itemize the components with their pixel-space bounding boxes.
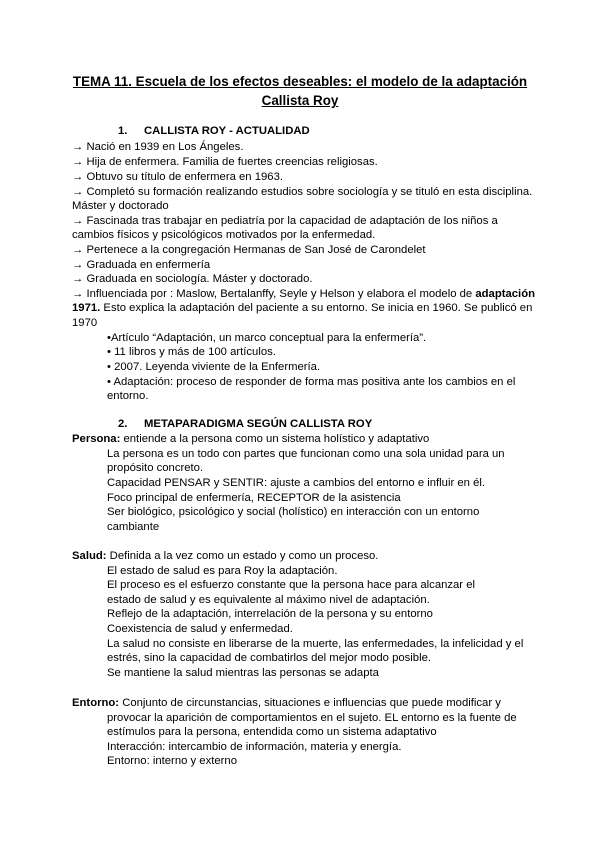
section-1-heading-text: CALLISTA ROY - ACTUALIDAD: [144, 125, 310, 137]
arrow-icon: →: [72, 259, 84, 271]
salud-line: El proceso es el esfuerzo constante que la persona hace para alcanzar el: [107, 579, 476, 591]
list-item: → Fascinada tras trabajar en pediatría por la capacidad de adaptación de los niños a: [72, 215, 498, 227]
persona-intro: Persona: entiende a la persona como un sistema holístico y adaptativo: [72, 433, 430, 445]
salud-line: Reflejo de la adaptación, interrelación de la persona y su entorno: [107, 608, 433, 620]
persona-line: La persona es un todo con partes que funcionan como una sola unidad para un: [107, 448, 505, 460]
document-title: [60, 72, 540, 110]
bullet-item: • 2007. Leyenda viviente de la Enfermería.: [107, 361, 321, 373]
persona-line: Foco principal de enfermería, RECEPTOR de la asistencia: [107, 492, 401, 504]
bullet-item: • Adaptación: proceso de responder de forma mas positiva ante los cambios en el: [107, 376, 516, 388]
list-item: → Graduada en enfermería: [72, 259, 211, 271]
bullet-icon: •: [107, 376, 111, 388]
salud-line: El estado de salud es para Roy la adaptación.: [107, 565, 338, 577]
arrow-icon: →: [72, 288, 84, 300]
arrow-icon: →: [72, 156, 84, 168]
entorno-line: Interacción: intercambio de información, materia y energía.: [107, 741, 402, 753]
salud-line: Se mantiene la salud mientras las personas se adapta: [107, 667, 379, 679]
list-item: → Nació en 1939 en Los Ángeles.: [72, 141, 244, 153]
title-line-1: TEMA 11. Escuela de los efectos deseables: el modelo de la adaptación: [72, 74, 528, 89]
bullet-icon: •: [107, 332, 111, 344]
section-2-number: 2.: [118, 418, 128, 430]
list-item-continuation: 1970: [72, 317, 98, 329]
bullet-item-continuation: entorno.: [107, 390, 149, 402]
arrow-icon: →: [72, 244, 84, 256]
persona-label: Persona:: [72, 433, 121, 445]
list-item: → Completó su formación realizando estudios sobre sociología y se tituló en esta disciplina.: [72, 186, 533, 198]
arrow-icon: →: [72, 171, 84, 183]
entorno-line: Entorno: interno y externo: [107, 755, 237, 767]
section-1-heading: [118, 124, 310, 138]
list-item: → Obtuvo su título de enfermera en 1963.: [72, 171, 284, 183]
title-line-2: Callista Roy: [261, 93, 339, 108]
salud-intro: Salud: Definida a la vez como un estado y como un proceso.: [72, 550, 379, 562]
salud-line: estado de salud y es equivalente al máximo nivel de adaptación.: [107, 594, 430, 606]
bullet-item: • 11 libros y más de 100 artículos.: [107, 346, 276, 358]
bold-term: adaptación: [475, 288, 535, 300]
persona-line: Capacidad PENSAR y SENTIR: ajuste a cambios del entorno e influir en él.: [107, 477, 486, 489]
bullet-item: •Artículo “Adaptación, un marco conceptual para la enfermería”.: [107, 332, 427, 344]
list-item: → Hija de enfermera. Familia de fuertes creencias religiosas.: [72, 156, 378, 168]
persona-line: Ser biológico, psicológico y social (holístico) en interacción con un entorno: [107, 506, 480, 518]
entorno-intro: Entorno: Conjunto de circunstancias, situaciones e influencias que puede modificar y: [72, 697, 501, 709]
persona-line: cambiante: [107, 521, 160, 533]
bullet-icon: •: [107, 361, 111, 373]
arrow-icon: →: [72, 141, 84, 153]
arrow-icon: →: [72, 215, 84, 227]
entorno-line: estímulos para la persona, entendida como un sistema adaptativo: [107, 726, 437, 738]
salud-line: La salud no consiste en liberarse de la muerte, las enfermedades, la infelicidad y el: [107, 638, 524, 650]
salud-line: Coexistencia de salud y enfermedad.: [107, 623, 293, 635]
section-1-number: 1.: [118, 125, 128, 137]
persona-line: propósito concreto.: [107, 462, 204, 474]
bold-year: 1971.: [72, 302, 101, 314]
list-item: → Graduada en sociología. Máster y doctorado.: [72, 273, 313, 285]
list-item: → Influenciada por : Maslow, Bertalanffy, Seyle y Helson y elabora el modelo de adaptación: [72, 288, 535, 300]
entorno-label: Entorno:: [72, 697, 120, 709]
list-item-continuation: Máster y doctorado: [72, 200, 169, 212]
section-2-heading-text: METAPARADIGMA SEGÚN CALLISTA ROY: [144, 418, 373, 430]
salud-line: estrés, sino la capacidad de combatirlos del mejor modo posible.: [107, 652, 432, 664]
entorno-line: provocar la aparición de comportamientos en el sujeto. EL entorno es la fuente de: [107, 712, 517, 724]
bullet-icon: •: [107, 346, 111, 358]
list-item: → Pertenece a la congregación Hermanas de San José de Carondelet: [72, 244, 426, 256]
section-2-heading: [118, 417, 372, 431]
list-item-continuation: cambios físicos y psicológicos motivados por la enfermedad.: [72, 229, 376, 241]
arrow-icon: →: [72, 273, 84, 285]
salud-label: Salud:: [72, 550, 107, 562]
arrow-icon: →: [72, 186, 84, 198]
list-item-continuation: 1971. Esto explica la adaptación del paciente a su entorno. Se inicia en 1960. Se publicó en: [72, 302, 533, 314]
